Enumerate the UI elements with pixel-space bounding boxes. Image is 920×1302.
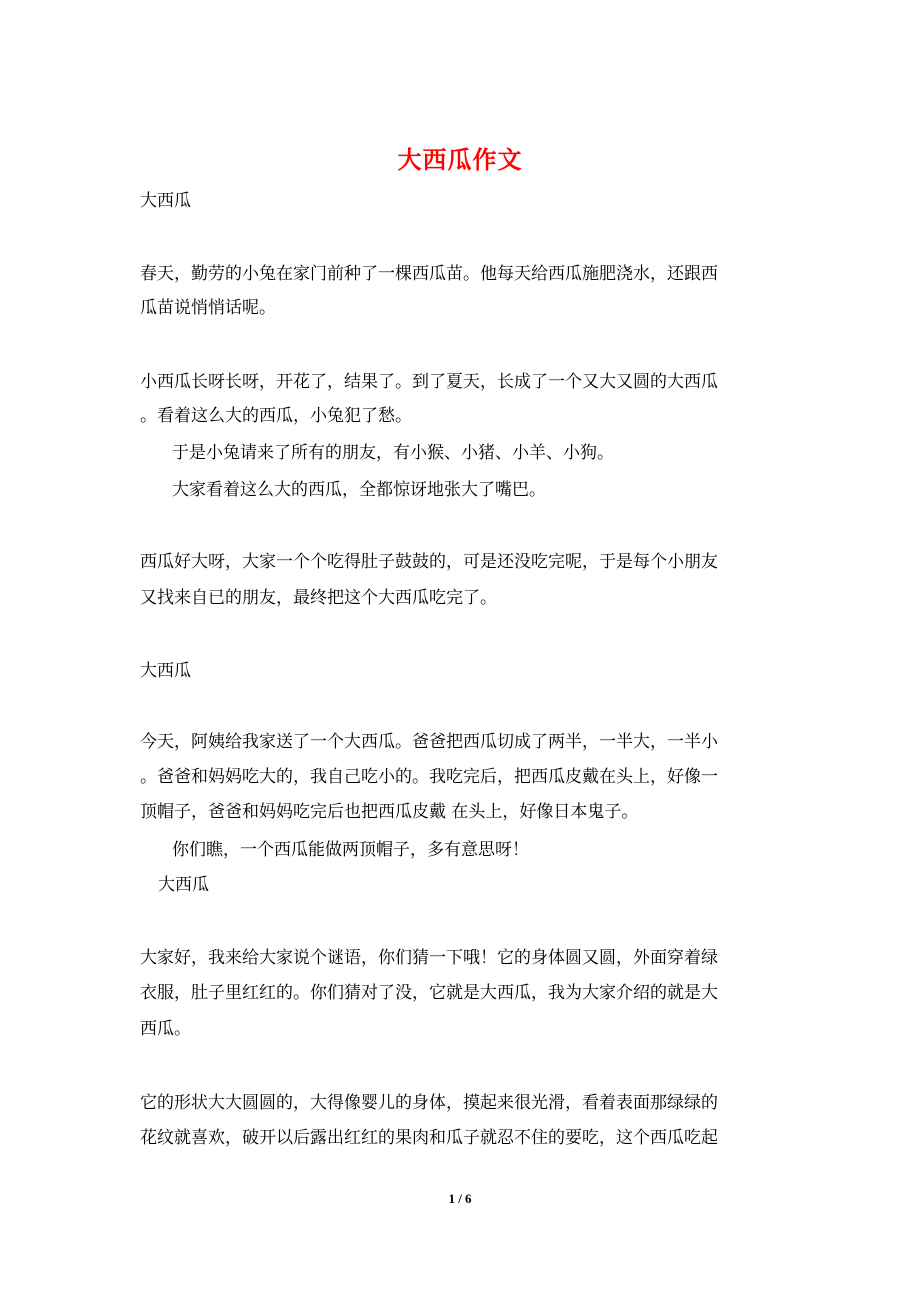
paragraph-line: 大家看着这么大的西瓜，全都惊讶地张大了嘴巴。 xyxy=(172,480,546,500)
paragraph-line: 衣服，肚子里红红的。你们猜对了没，它就是大西瓜，我为大家介绍的就是大 xyxy=(140,983,718,1003)
paragraph-line: 。爸爸和妈妈吃大的，我自己吃小的。我吃完后，把西瓜皮戴在头上，好像一 xyxy=(140,767,718,787)
paragraph-line: 你们瞧，一个西瓜能做两顶帽子，多有意思呀！ xyxy=(172,840,529,860)
paragraph-line: 春天，勤劳的小兔在家门前种了一棵西瓜苗。他每天给西瓜施肥浇水，还跟西 xyxy=(140,264,718,284)
paragraph-line: 于是小兔请来了所有的朋友，有小猴、小猪、小羊、小狗。 xyxy=(172,443,614,463)
document-title: 大西瓜作文 xyxy=(397,145,523,174)
paragraph-line: 它的形状大大圆圆的，大得像婴儿的身体，摸起来很光滑，看着表面那绿绿的 xyxy=(140,1093,718,1113)
section-heading: 大西瓜 xyxy=(158,875,209,895)
paragraph-line: 瓜苗说悄悄话呢。 xyxy=(140,298,276,318)
section-heading: 大西瓜 xyxy=(140,661,191,681)
paragraph-line: 西瓜好大呀，大家一个个吃得肚子鼓鼓的，可是还没吃完呢，于是每个小朋友 xyxy=(140,552,718,572)
paragraph-line: 大家好，我来给大家说个谜语，你们猜一下哦！它的身体圆又圆，外面穿着绿 xyxy=(140,948,718,968)
paragraph-line: 小西瓜长呀长呀，开花了，结果了。到了夏天，长成了一个又大又圆的大西瓜 xyxy=(140,372,718,392)
paragraph-line: 。看着这么大的西瓜，小兔犯了愁。 xyxy=(140,406,412,426)
page-number: 1 / 6 xyxy=(448,1191,472,1206)
paragraph-line: 又找来自已的朋友，最终把这个大西瓜吃完了。 xyxy=(140,588,497,608)
paragraph-line: 今天，阿姨给我家送了一个大西瓜。爸爸把西瓜切成了两半，一半大，一半小 xyxy=(140,732,718,752)
section-heading: 大西瓜 xyxy=(140,191,191,211)
paragraph-line: 花纹就喜欢，破开以后露出红红的果肉和瓜子就忍不住的要吃，这个西瓜吃起 xyxy=(140,1128,718,1148)
paragraph-line: 西瓜。 xyxy=(140,1019,191,1039)
paragraph-line: 顶帽子，爸爸和妈妈吃完后也把西瓜皮戴 在头上，好像日本鬼子。 xyxy=(140,802,639,822)
